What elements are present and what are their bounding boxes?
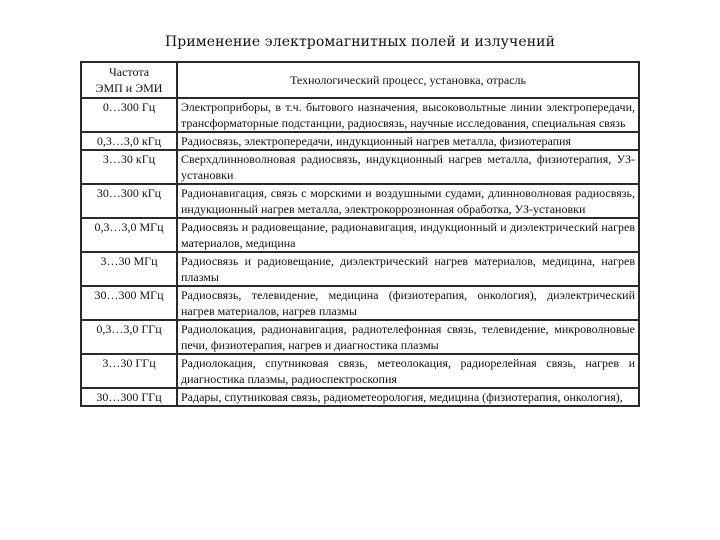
applications-table xyxy=(80,61,640,407)
table-row xyxy=(81,252,639,286)
frequency-cell: 30…300 МГц xyxy=(81,286,177,320)
header-frequency xyxy=(81,62,177,98)
header-frequency-line1: Частота xyxy=(108,65,150,79)
process-cell: Электроприборы, в т.ч. бытового назначения, высоковольтные линии электропередачи, трансформаторные подстанции, радиосвязь, научные исследования, специальная связь xyxy=(177,98,639,132)
frequency-cell: 30…300 ГГц xyxy=(81,388,177,406)
process-cell: Радары, спутниковая связь, радиометеорология, медицина (физиотерапия, онкология), xyxy=(177,388,639,406)
process-cell: Радиосвязь и радиовещание, радионавигация, индукционный и диэлектрический нагрев материалов, медицина xyxy=(177,218,639,252)
process-cell: Радиосвязь и радиовещание, диэлектрический нагрев материалов, медицина, нагрев плазмы xyxy=(177,252,639,286)
frequency-cell: 3…30 ГГц xyxy=(81,354,177,388)
table-row xyxy=(81,320,639,354)
table-row xyxy=(81,388,639,406)
table-row xyxy=(81,184,639,218)
process-cell: Радионавигация, связь с морскими и воздушными судами, длинноволновая радиосвязь, индукционный нагрев металла, электрокоррозионная обработка, УЗ-установки xyxy=(177,184,639,218)
process-cell: Радиолокация, радионавигация, радиотелефонная связь, телевидение, микроволновые печи, физиотерапия, нагрев и диагностика плазмы xyxy=(177,320,639,354)
process-cell: Сверхдлинноволновая радиосвязь, индукционный нагрев металла, физиотерапия, УЗ-установки xyxy=(177,150,639,184)
frequency-cell: 3…30 кГц xyxy=(81,150,177,184)
table-row xyxy=(81,98,639,132)
table-row xyxy=(81,132,639,150)
frequency-cell: 30…300 кГц xyxy=(81,184,177,218)
frequency-cell: 0,3…3,0 кГц xyxy=(81,132,177,150)
table-row xyxy=(81,354,639,388)
table-row xyxy=(81,286,639,320)
header-frequency-line2: ЭМП и ЭМИ xyxy=(95,81,163,95)
process-cell: Радиолокация, спутниковая связь, метеолокация, радиорелейная связь, нагрев и диагностика плазмы, радиоспектроскопия xyxy=(177,354,639,388)
table-row xyxy=(81,218,639,252)
frequency-cell: 0,3…3,0 МГц xyxy=(81,218,177,252)
page-title: Применение электромагнитных полей и излучений xyxy=(164,34,556,50)
process-cell: Радиосвязь, электропередачи, индукционный нагрев металла, физиотерапия xyxy=(177,132,639,150)
frequency-cell: 3…30 МГц xyxy=(81,252,177,286)
table-row xyxy=(81,150,639,184)
frequency-cell: 0,3…3,0 ГГц xyxy=(81,320,177,354)
header-process: Технологический процесс, установка, отрасль xyxy=(177,62,639,98)
frequency-cell: 0…300 Гц xyxy=(81,98,177,132)
table-header-row xyxy=(81,62,639,98)
process-cell: Радиосвязь, телевидение, медицина (физиотерапия, онкология), диэлектрический нагрев материалов, нагрев плазмы xyxy=(177,286,639,320)
